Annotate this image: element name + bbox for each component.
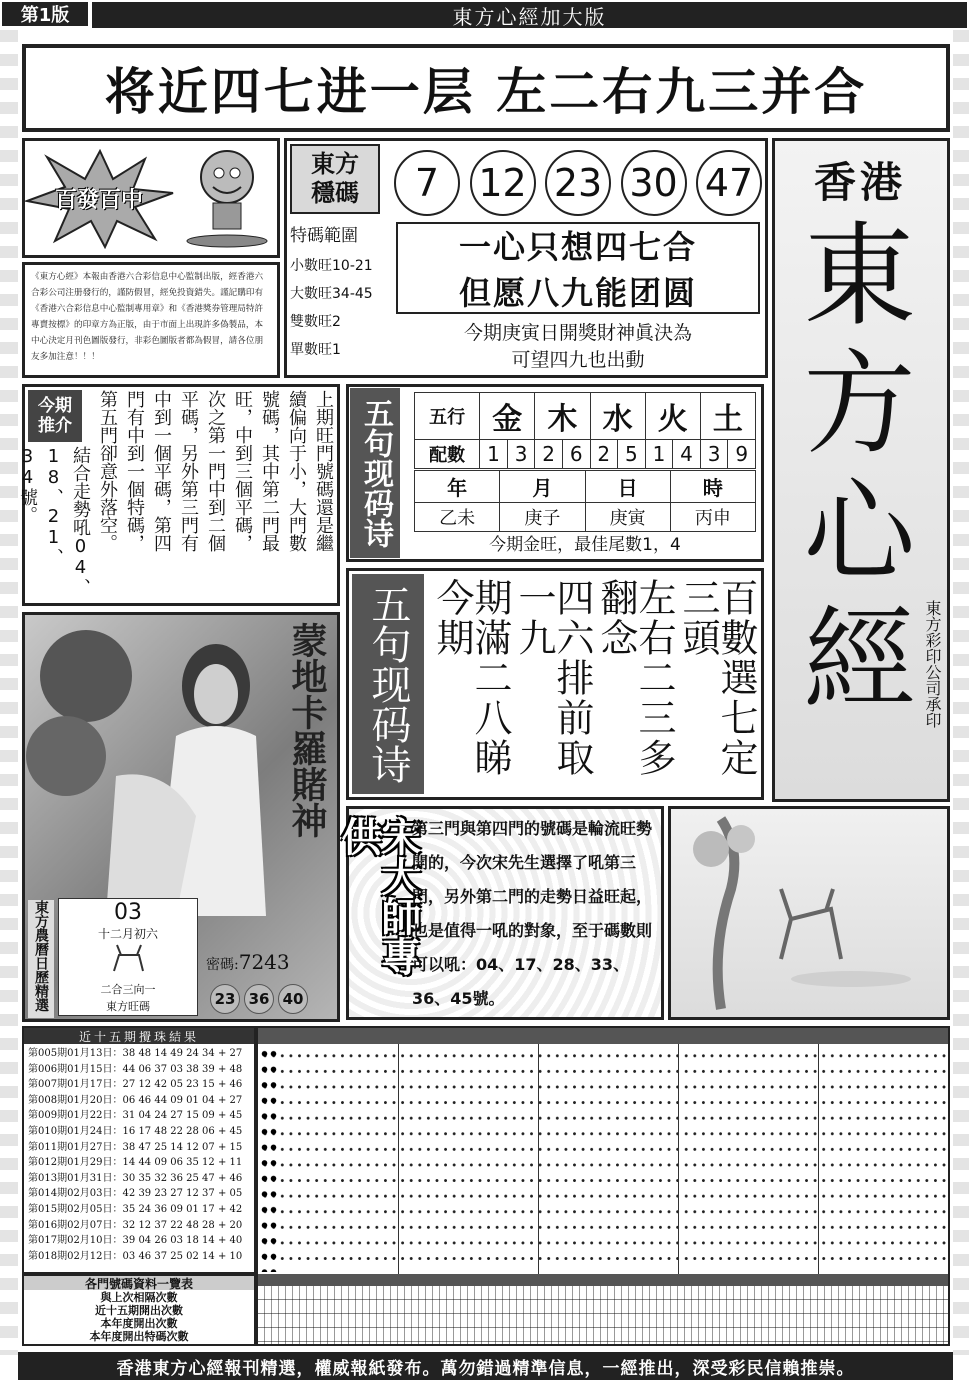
number-grid [256, 1026, 950, 1346]
slogan-note1: 今期庚寅日開獎財神眞決為 [463, 321, 692, 344]
range-item: 小數旺10-21 [290, 258, 373, 274]
grid-stats-cells [258, 1286, 948, 1344]
model-photo-image [26, 616, 276, 916]
time-val: 庚寅 [585, 503, 670, 532]
brand-hk: 香港 [813, 158, 906, 207]
recommend-badge-text: 今期推介 [38, 395, 72, 436]
stable-ball: 23 [545, 150, 611, 216]
master-text: 第三門與第四門的號碼是輪流旺勢開的，今次宋先生選擇了吼第三門，另外第二門的走勢日益旺起，也是值得一吼的對象，至于碼數則可以吼：04、17、28、33、36、45號。 [412, 819, 653, 1008]
pair-num: 2 [535, 440, 563, 469]
grid-dots [258, 1046, 948, 1272]
poem-label [352, 574, 424, 794]
slogan-note2: 可望四九也出動 [511, 348, 645, 371]
wuxing-element: 水 [590, 393, 645, 440]
poem-line: 期滿二八睇今期 [430, 578, 512, 778]
history-row: 第007期01月17日：27 12 42 05 23 15 + 46 [28, 1079, 243, 1091]
pair-num: 9 [728, 440, 756, 469]
headline-banner [22, 44, 950, 132]
promo-panel [22, 138, 280, 258]
poem-columns [430, 578, 758, 792]
cartoon-skater-icon [175, 145, 279, 255]
stats-row: 近十五期開出次數 [95, 1303, 183, 1317]
right-watermark-strip [953, 30, 969, 1355]
recommend-col: 號碼，其中第二門最 [259, 390, 280, 552]
history-title: 近十五期攪珠結果 [24, 1028, 254, 1044]
stats-row: 與上次相隔次數 [100, 1290, 178, 1304]
calendar-card [58, 898, 198, 1016]
range-title: 特碼範圍 [290, 226, 358, 246]
calendar-foot: 二合三向一 [100, 983, 156, 996]
stable-ball: 12 [470, 150, 536, 216]
history-row: 第011期01月27日：38 47 25 14 12 07 + 15 [28, 1141, 243, 1153]
footer-bar [18, 1352, 953, 1380]
history-row: 第014期02月03日：42 39 23 27 12 37 + 05 [28, 1188, 243, 1200]
pair-num: 1 [480, 440, 508, 469]
landscape-image [671, 809, 947, 1017]
wuxing-element: 金 [480, 393, 535, 440]
poem-label-text: 五句现码诗 [365, 584, 411, 784]
calendar-day: 03 [114, 899, 142, 925]
paper-title: 東方心經加大版 [92, 2, 967, 28]
code-line [206, 950, 326, 976]
stats-panel [22, 1274, 256, 1346]
model-ball: 36 [244, 984, 274, 1014]
stable-ball: 47 [696, 150, 762, 216]
footer-text: 香港東方心經報刊精選，權威報紙發布。萬勿錯過精準信息，一經推出，深受彩民信賴推崇。 [116, 1358, 855, 1379]
history-row: 第010期01月24日：16 17 48 22 28 06 + 45 [28, 1125, 243, 1137]
stats-title: 各門號碼資料一覽表 [24, 1276, 254, 1290]
deer-icon [59, 941, 199, 977]
brand-name: 東方心經 [785, 216, 915, 728]
wuxing-element: 土 [700, 393, 755, 440]
poem-line: 百數選七定三頭 [676, 578, 758, 778]
recommend-col: 第五門卻意外落空。 [97, 390, 118, 552]
model-balls [210, 984, 310, 1014]
history-row: 第009期01月22日：31 04 24 27 15 09 + 45 [28, 1110, 243, 1122]
history-row: 第017期02月10日：39 04 26 03 18 14 + 40 [28, 1235, 243, 1247]
left-watermark-strip [0, 30, 18, 1355]
code-value: 7243 [238, 950, 290, 974]
slogan-box [396, 222, 760, 314]
pair-num: 1 [645, 440, 673, 469]
master-label [335, 816, 421, 1012]
pair-num: 3 [507, 440, 535, 469]
slogan-line2: 但愿八九能团圆 [458, 274, 697, 312]
time-head: 月 [500, 471, 585, 503]
history-row: 第015期02月05日：35 24 36 09 01 17 + 42 [28, 1203, 243, 1215]
pair-label: 配數 [415, 440, 480, 469]
intro-text: 《東方心經》本報由香港六合彩信息中心監制出版，經香港六合彩公司注册發行的，謹防假冒，經免投資錯失。謹記購印有《香港六合彩信息中心監制專用章》和《香港獎券管理局特許專賣按標》的印章方為正版，由于市面上出現許多偽製品，本中心決定月刊色圖版發行，非彩色圖版者都為假冒，請各位朋友多加注意！！！ [31, 272, 264, 362]
model-caption: 蒙地卡羅賭神 [286, 622, 327, 838]
intro-panel [22, 262, 280, 378]
poem-line: 左右二三多翻念 [594, 578, 676, 778]
time-val: 乙未 [415, 503, 500, 532]
recommend-col: 旺，中到三個平碼， [232, 390, 253, 552]
stats-row: 本年度開出次數 [100, 1316, 178, 1330]
wuxing-head: 五行 [415, 393, 480, 440]
range-item: 雙數旺2 [290, 314, 341, 330]
calendar-sub: 十二月初六 [97, 926, 158, 941]
stats-row: 本年度開出特碼次數 [89, 1329, 189, 1343]
time-head: 日 [585, 471, 670, 503]
stable-balls [394, 150, 762, 216]
stable-label-text: 東方穩碼 [311, 150, 359, 207]
pair-num: 3 [700, 440, 728, 469]
wuxing-element: 火 [645, 393, 700, 440]
recommend-col: 次之第一門中到二個 [205, 390, 226, 552]
recommend-col: 上期旺門號碼還是繼 [313, 390, 334, 552]
calendar-brand: 東方旺碼 [106, 1000, 150, 1013]
history-row: 第016期02月07日：32 12 37 22 48 28 + 20 [28, 1219, 243, 1231]
recommend-text [17, 390, 336, 602]
time-val: 丙申 [670, 503, 755, 532]
promo-badge: 百發百中 [54, 187, 143, 213]
time-val: 庚子 [500, 503, 585, 532]
headline-text: 将近四七进一层 左二右九三并合 [104, 63, 868, 121]
landscape-image-panel [668, 806, 950, 1020]
history-row: 第012期01月29日：14 44 09 06 35 12 + 11 [28, 1157, 243, 1169]
history-row: 第018期02月12日：03 46 37 25 02 14 + 10 [28, 1250, 243, 1262]
stable-ball: 7 [394, 150, 460, 216]
model-ball: 40 [278, 984, 308, 1014]
range-item: 單數旺1 [290, 342, 341, 358]
wuxing-note: 今期金旺，最佳尾數1，4 [489, 534, 681, 555]
recommend-col: 結合走勢吼04、 [70, 446, 91, 596]
header-bar [0, 0, 969, 30]
stable-ball: 30 [621, 150, 687, 216]
model-ball: 23 [210, 984, 240, 1014]
edition-label: 第1版 [2, 2, 88, 26]
pair-num: 2 [590, 440, 618, 469]
time-head: 年 [415, 471, 500, 503]
wuxing-label [350, 388, 400, 558]
poem-line: 四六排前取一九 [512, 578, 594, 778]
time-table [414, 470, 756, 529]
range-item: 大數旺34-45 [290, 286, 373, 302]
recommend-col: 門有中到一個特碼， [124, 390, 145, 552]
grid-stats-header [258, 1274, 948, 1286]
pair-num: 5 [618, 440, 646, 469]
history-row: 第006期01月15日：44 06 37 03 38 39 + 48 [28, 1063, 243, 1075]
time-head: 時 [670, 471, 755, 503]
range-panel [290, 220, 386, 372]
history-row: 第013期01月31日：30 35 32 36 25 47 + 46 [28, 1172, 243, 1184]
pair-num: 6 [562, 440, 590, 469]
grid-header-bar [258, 1028, 948, 1044]
wuxing-table [414, 392, 756, 466]
history-row: 第008期01月20日：06 46 44 09 01 04 + 27 [28, 1094, 243, 1106]
stable-label [290, 144, 380, 214]
wuxing-label-text: 五句现码诗 [358, 398, 393, 548]
slogan-line1: 一心只想四七合 [458, 228, 697, 266]
pair-num: 4 [673, 440, 701, 469]
grid-stars [260, 1046, 278, 1272]
calendar-side: 東方農曆日歷精選 [28, 900, 54, 1018]
recommend-col: 平碼，另外第三門有 [178, 390, 199, 552]
master-label-text: 宋大師專供 [335, 816, 421, 976]
code-label: 密碼: [206, 957, 239, 973]
recommend-col: 續偏向于小，大門數 [286, 390, 307, 552]
wuxing-element: 木 [535, 393, 590, 440]
brand-publisher: 東方彩印公司承印 [923, 600, 942, 728]
history-row: 第005期01月13日：38 48 14 49 24 34 + 27 [28, 1048, 243, 1059]
recommend-col: 中到一個平碼，第四 [151, 390, 172, 552]
history-panel [22, 1026, 256, 1274]
recommend-col: 18、21、34號。 [17, 446, 64, 566]
